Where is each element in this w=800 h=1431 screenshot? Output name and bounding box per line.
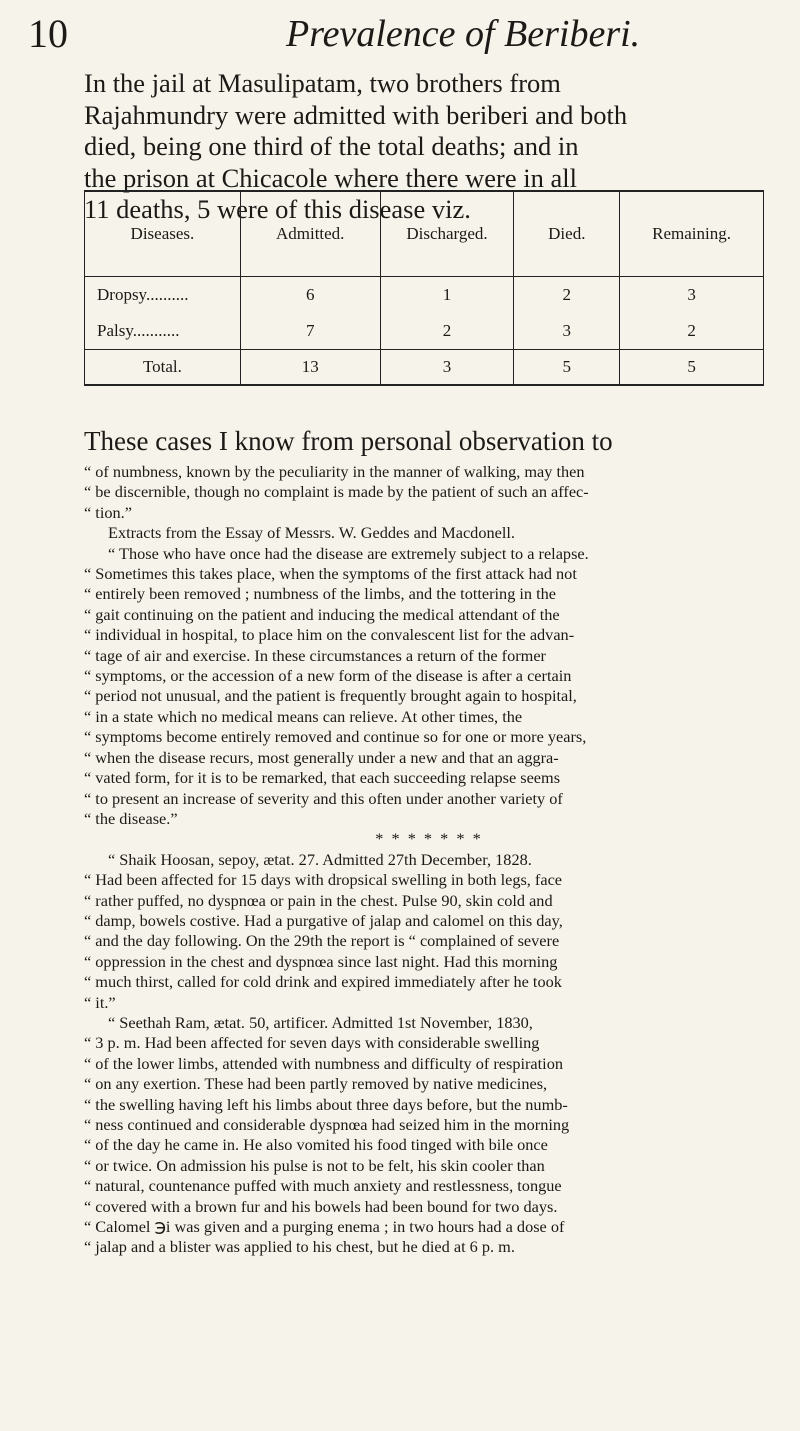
body-line: “ Had been affected for 15 days with dropsical swelling in both legs, face <box>84 870 563 890</box>
table-row <box>85 313 764 350</box>
body-line: “ to present an increase of severity and this often under another variety of <box>84 788 563 808</box>
body-line: “ when the disease recurs, most generally under a new and that an aggra- <box>84 747 559 767</box>
intro-line: In the jail at Masulipatam, two brothers from <box>84 68 561 98</box>
body-line: “ oppression in the chest and dyspnœa since last night. Had this morning <box>84 951 558 971</box>
body-line: “ much thirst, called for cold drink and expired immediately after he took <box>84 972 562 992</box>
body-line: “ be discernible, though no complaint is made by the patient of such an affec- <box>84 482 589 502</box>
body-line: “ jalap and a blister was applied to his chest, but he died at 6 p. m. <box>84 1237 515 1257</box>
quoted-extracts <box>84 462 774 1258</box>
intro-line: 11 deaths, 5 were of this disease viz. <box>84 194 471 224</box>
body-line: “ ness continued and considerable dyspnœa had seized him in the morning <box>84 1115 570 1134</box>
body-line: “ rather puffed, no dyspnœa or pain in the chest. Pulse 90, skin cold and <box>84 890 553 910</box>
body-line: “ on any exertion. These had been partly removed by native medicines, <box>84 1074 548 1094</box>
table-header-row <box>85 191 764 277</box>
cell-died: 2 <box>514 277 620 314</box>
body-line: “ period not unusual, and the patient is frequently brought again to hospital, <box>84 686 577 706</box>
header-died: Died. <box>514 191 620 277</box>
cell-died: 3 <box>514 313 620 350</box>
cell-remaining: 3 <box>620 277 764 314</box>
page-number: 10 <box>28 11 68 56</box>
running-title: Prevalence of Beriberi. <box>286 13 641 55</box>
cell-disease: Palsy........... <box>85 313 241 350</box>
body-line: “ in a state which no medical means can relieve. At other times, the <box>84 706 523 726</box>
body-line: “ and the day following. On the 29th the report is “ complained of severe <box>84 931 560 951</box>
lead-sentence: These cases I know from personal observation to <box>84 426 613 456</box>
intro-line: Rajahmundry were admitted with beriberi and both <box>84 99 628 130</box>
header-admitted: Admitted. <box>240 191 380 277</box>
body-line: “ natural, countenance puffed with much anxiety and restlessness, tongue <box>84 1176 562 1196</box>
cell-disease: Dropsy.......... <box>85 277 241 314</box>
deaths-table <box>84 190 764 386</box>
body-line: “ the disease.” <box>84 808 178 828</box>
table-total-row <box>85 350 764 386</box>
body-line: “ damp, bowels costive. Had a purgative of jalap and calomel on this day, <box>84 910 563 930</box>
header-discharged: Discharged. <box>380 191 514 277</box>
body-line: “ or twice. On admission his pulse is not to be felt, his skin cooler than <box>84 1155 545 1175</box>
body-line: “ of the day he came in. He also vomited his food tinged with bile once <box>84 1135 548 1155</box>
cell-admitted: 6 <box>240 277 380 314</box>
total-admitted: 13 <box>240 350 380 386</box>
section-break-stars: * * * * * * * <box>375 829 483 849</box>
cell-remaining: 2 <box>620 313 764 350</box>
body-line: “ tage of air and exercise. In these circumstances a return of the former <box>84 645 546 665</box>
header-diseases: Diseases. <box>85 191 241 277</box>
body-line: “ symptoms, or the accession of a new form of the disease is after a certain <box>84 666 572 686</box>
total-discharged: 3 <box>380 350 514 386</box>
body-line: “ Sometimes this takes place, when the symptoms of the first attack had not <box>84 564 577 584</box>
intro-line: died, being one third of the total deaths; and in <box>84 131 579 161</box>
body-line: “ Seethah Ram, ætat. 50, artificer. Admitted 1st November, 1830, <box>108 1012 533 1032</box>
body-line: “ of the lower limbs, attended with numbness and difficulty of respiration <box>84 1053 563 1073</box>
body-line: “ Shaik Hoosan, sepoy, ætat. 27. Admitted 27th December, 1828. <box>108 849 532 869</box>
table-row <box>85 277 764 314</box>
intro-line: the prison at Chicacole where there were in all <box>84 162 577 193</box>
total-died: 5 <box>514 350 620 386</box>
total-label: Total. <box>85 350 241 386</box>
body-line: “ gait continuing on the patient and inducing the medical attendant of the <box>84 604 560 624</box>
body-line: “ of numbness, known by the peculiarity in the manner of walking, may then <box>84 462 585 481</box>
body-line: “ the swelling having left his limbs about three days before, but the numb- <box>84 1094 568 1114</box>
cell-discharged: 2 <box>380 313 514 350</box>
body-line: “ vated form, for it is to be remarked, that each succeeding relapse seems <box>84 768 561 788</box>
body-line: “ individual in hospital, to place him on the convalescent list for the advan- <box>84 625 575 645</box>
header-remaining: Remaining. <box>620 191 764 277</box>
body-line: “ tion.” <box>84 502 132 522</box>
body-line: “ symptoms become entirely removed and continue so for one or more years, <box>84 727 587 747</box>
body-line: “ Those who have once had the disease are extremely subject to a relapse. <box>108 543 589 563</box>
body-line: “ entirely been removed ; numbness of the limbs, and the tottering in the <box>84 584 557 604</box>
cell-admitted: 7 <box>240 313 380 350</box>
cell-discharged: 1 <box>380 277 514 314</box>
body-line: “ covered with a brown fur and his bowels had been bound for two days. <box>84 1196 558 1216</box>
body-line: “ 3 p. m. Had been affected for seven days with considerable swelling <box>84 1033 540 1053</box>
body-line: “ Calomel ℈i was given and a purging enema ; in two hours had a dose of <box>84 1217 565 1237</box>
running-head <box>28 11 641 56</box>
body-line: Extracts from the Essay of Messrs. W. Geddes and Macdonell. <box>108 523 515 543</box>
body-line: “ it.” <box>84 992 116 1012</box>
total-remaining: 5 <box>620 350 764 386</box>
